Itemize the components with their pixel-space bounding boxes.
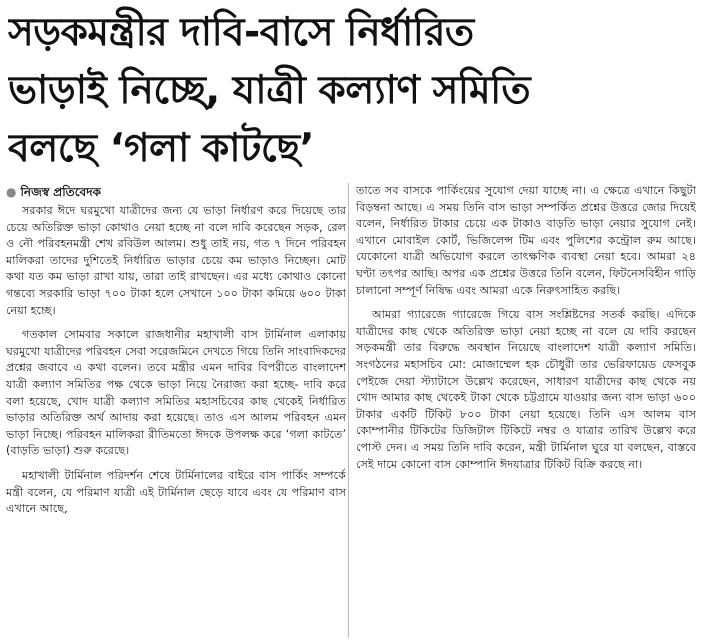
headline-line-1: সড়কমন্ত্রীর দাবি-বাসে নির্ধারিত: [8, 10, 474, 55]
paragraph: সরকার ঈদে ঘরমুখো যাত্রীদের জন্য যে ভাড়া নির্ধারণ করে দিয়েছে তার চেয়ে অতিরিক্ত ভাড়া কোথাও নেয়া হচ্ছে না বলে দাবি করেছেন সড়ক, রেল ও নৌ পরিবহনমন্ত্রী শেখ রবিউল আলম। শুধু তাই নয়, গত ৭ দিনে পরিবহন মালিকরা তাদের দুশিতেই নির্ধারিত ভাড়ার চেয়ে কম ভাড়াও নিচ্ছেন। মোট কথা যত কম ভাড়া রাখা যায়, তারা তাই রাখছেন। এর মধ্যে কোথাও কোনো গন্তব্যে সরকারি ভাড়া ৭০০ টাকা হলে সেখানে ১০০ টাকা কমিয়ে ৬০০ টাকা নেয়া হচ্ছে।: [6, 204, 346, 317]
headline-line-3: বলছে ‘গলা কাটছে’: [8, 126, 314, 171]
right-column: [356, 183, 696, 481]
paragraph: আমরা গ্যারেজে গ্যারেজে গিয়ে বাস সংশ্লিষ্টদের সতর্ক করছি। এদিকে যাত্রীদের কাছ থেকে অতিরিক্ত ভাড়া নেয়া হচ্ছে না বলে যে দাবি করছেন সড়কমন্ত্রী তার বিরুদ্ধে অবস্থান নিয়েছে বাংলাদেশ যাত্রী কল্যাণ সমিতি। সংগঠনের মহাসচিব মো: মোজাম্মেল হক চৌধুরী তার ভেরিফায়েড ফেসবুক পেইজে দেয়া স্ট্যাটাসে উল্লেখ করেছেন, সাধারণ যাত্রীদের কাছ থেকে নয় খোদ আমার কাছ থেকেই টাকা থেকে চট্টগ্রামে যাওয়ার জন্য বাস ভাড়া ৬০০ টাকার একটি টিকিট ৮০০ টাকা নেয়া হয়েছে। তিনি এস আলম বাস কোম্পানীর টিকিটের ডিজিটাল টিকিটে নম্বর ও যাত্রার তারিখ উল্লেখ করে পোস্ট দেন। এ সময় তিনি দাবি করেন, মন্ত্রী টার্মিনাল ঘুরে যা বলছেন, বাস্তবে সেই দামে কোনো বাস কোম্পানি ঈদযাত্রার টিকিট বিক্রি করছে না।: [356, 308, 696, 471]
paragraph: তাতে সব বাসকে পার্কিংয়ের সুযোগ দেয়া যাচ্ছে না। এ ক্ষেত্রে এখানে কিছুটা বিড়ম্বনা আছে। এ সময় তিনি বাস ভাড়া সম্পর্কিত প্রশ্নের উত্তরে জোর দিয়েই বলেন, নির্ধারিত টাকার চেয়ে এক টাকাও বাড়তি ভাড়া নেয়ার সুযোগ নেই। এখানে মোবাইল কোর্ট, ভিজিলেন্স টিম এবং পুলিশের কন্ট্রোল রুম আছে। যেকোনো যাত্রী অভিযোগ করলে তাৎক্ষণিক ব্যবস্থা নেয়া হবে। আমরা ২৪ ঘণ্টা তৎপর আছি। অপর এক প্রশ্নের উত্তরে তিনি বলেন, ফিটনেসবিহীন গাড়ি চালানো সম্পূর্ণ নিষিদ্ধ এবং আমরা একে নিরুৎসাহিত করছি।: [356, 184, 696, 297]
headline-line-2: ভাড়াই নিচ্ছে, যাত্রী কল্যাণ সমিতি: [8, 68, 531, 113]
paragraph: গতকাল সোমবার সকালে রাজধানীর মহাখালী বাস টার্মিনাল এলাকায় ঘরমুখো যাত্রীদের পরিবহন সেবা সরেজমিনে দেখতে গিয়ে তিনি সাংবাদিকদের প্রশ্নের জবাবে এ কথা বলেন। তবে মন্ত্রীর এমন দাবির বিপরীতে বাংলাদেশ যাত্রী কল্যাণ সমিতির পক্ষ থেকে ভাড়া নিয়ে নৈরাজ্য করা হচ্ছে- দাবি করে বলা হয়েছে, খোদ যাত্রী কল্যাণ সমিতির মহাসচিবের কাছ থেকেই নির্ধারিত ভাড়ার অতিরিক্ত অর্থ আদায় করা হয়েছে। তাও এস আলম পরিবহন এমন ভাড়া নিচ্ছে। পরিবহন মালিকরা রীতিমতো ঈদকে উপলক্ষ করে ‘গলা কাটতে’ (বাড়তি ভাড়া) শুরু করেছে।: [6, 328, 346, 458]
paragraph: মহাখালী টার্মিনাল পরিদর্শন শেষে টার্মিনালের বাইরে বাস পার্কিং সম্পর্কে মন্ত্রী বলেন, যে পরিমাণ যাত্রী এই টার্মিনাল ছেড়ে যাবে এবং যে পরিমাণ বাস এখানে আছে,: [6, 468, 346, 516]
byline-text: নিজস্ব প্রতিবেদক: [20, 185, 101, 199]
left-column: [6, 203, 346, 526]
headline: [8, 4, 698, 178]
column-divider: [348, 183, 349, 638]
bullet-icon: ●: [6, 185, 17, 199]
byline: [6, 183, 346, 201]
